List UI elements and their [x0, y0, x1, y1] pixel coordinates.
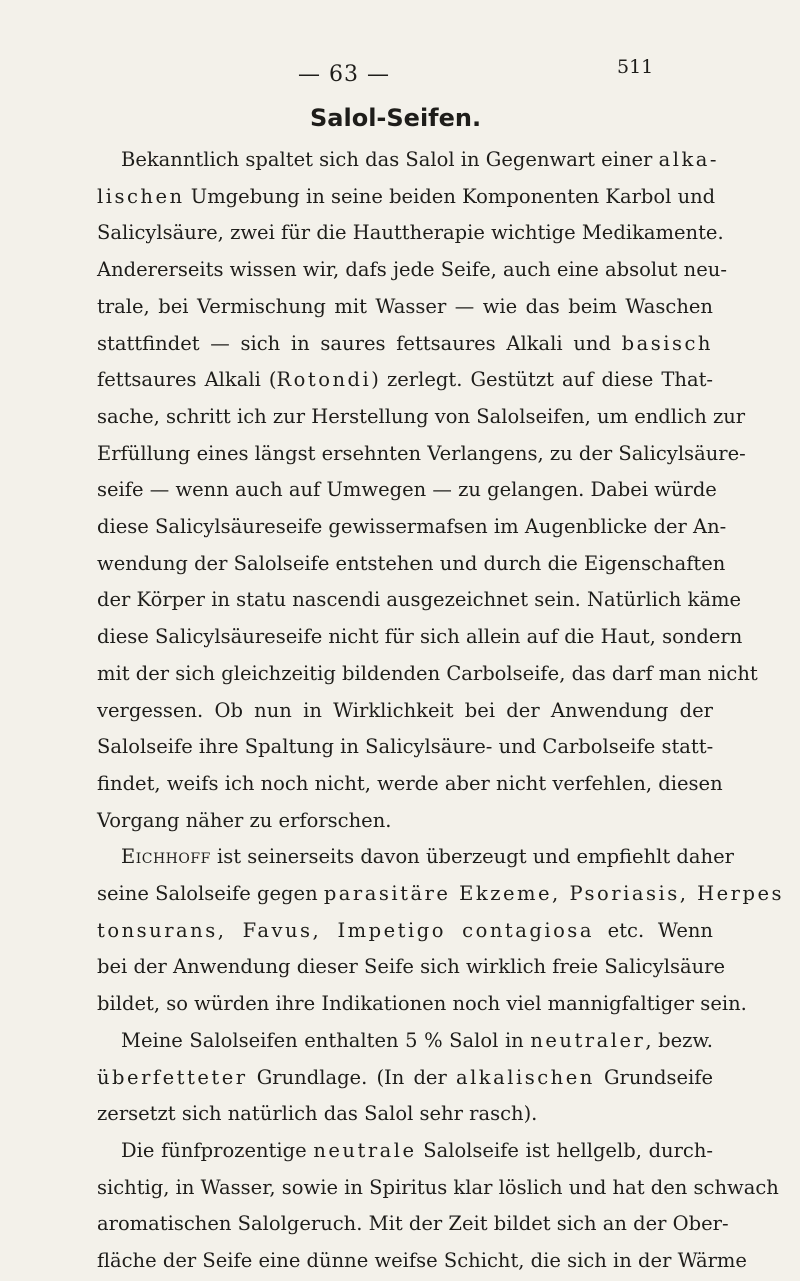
text-line: Meine Salolseifen enthalten 5 % Salol in neutraler, bezw. — [121, 1028, 713, 1052]
text-line: seine Salolseife gegen parasitäre Ekzeme, Psoriasis, Herpes — [97, 882, 785, 906]
body-text — [97, 142, 785, 1280]
text-line: diese Salicylsäureseife gewissermafsen im Augenblicke der An- — [97, 515, 727, 539]
text-line: trale, bei Vermischung mit Wasser — wie das beim Waschen — [97, 294, 713, 318]
text-line: bildet, so würden ihre Indikationen noch viel mannigfaltiger sein. — [97, 992, 747, 1016]
text-line: sache, schritt ich zur Herstellung von Salolseifen, um endlich zur — [97, 404, 746, 428]
text-line: findet, weifs ich noch nicht, werde aber nicht verfehlen, diesen — [97, 771, 723, 795]
text-line: überfetteter Grundlage. (In der alkalischen Grundseife — [97, 1065, 713, 1089]
text-line: Salicylsäure, zwei für die Hauttherapie wichtige Medikamente. — [97, 221, 724, 245]
text-line: stattfindet — sich in saures fettsaures Alkali und basisch — [97, 331, 713, 355]
text-line: zersetzt sich natürlich das Salol sehr rasch). — [97, 1102, 538, 1126]
section-title: Salol-Seifen. — [310, 104, 482, 132]
text-line: diese Salicylsäureseife nicht für sich allein auf die Haut, sondern — [97, 625, 743, 649]
text-line: Erfüllung eines längst ersehnten Verlangens, zu der Salicylsäure- — [97, 441, 746, 465]
text-line: fettsaures Alkali (Rotondi) zerlegt. Gestützt auf diese That- — [97, 368, 713, 392]
text-line: vergessen. Ob nun in Wirklichkeit bei der Anwendung der — [97, 698, 713, 722]
text-line: fläche der Seife eine dünne weifse Schicht, die sich in der Wärme — [97, 1249, 747, 1273]
text-line: Die fünfprozentige neutrale Salolseife ist hellgelb, durch- — [121, 1138, 713, 1162]
text-line: Salolseife ihre Spaltung in Salicylsäure- und Carbolseife statt- — [97, 735, 714, 759]
text-line: tonsurans, Favus, Impetigo contagiosa etc. Wenn — [97, 918, 713, 942]
text-line: lischen Umgebung in seine beiden Komponenten Karbol und — [97, 184, 716, 208]
text-line: bei der Anwendung dieser Seife sich wirklich freie Salicylsäure — [97, 955, 726, 979]
text-line: aromatischen Salolgeruch. Mit der Zeit bildet sich an der Ober- — [97, 1212, 729, 1236]
text-line: Eichhoff ist seinerseits davon überzeugt und empfiehlt daher — [121, 845, 734, 869]
text-line: Andererseits wissen wir, dafs jede Seife, auch eine absolut neu- — [97, 258, 727, 282]
text-line: seife — wenn auch auf Umwegen — zu gelangen. Dabei würde — [97, 478, 717, 502]
text-line: der Körper in statu nascendi ausgezeichnet sein. Natürlich käme — [97, 588, 742, 612]
text-line: Vorgang näher zu erforschen. — [97, 808, 392, 832]
text-line: Bekanntlich spaltet sich das Salol in Gegenwart einer alka- — [121, 148, 719, 171]
text-line: sichtig, in Wasser, sowie in Spiritus klar löslich und hat den schwach — [97, 1175, 779, 1199]
stamp-page-number: 511 — [617, 56, 654, 78]
page-number: — 63 — — [298, 62, 390, 87]
text-line: wendung der Salolseife entstehen und durch die Eigenschaften — [97, 551, 726, 575]
text-line: mit der sich gleichzeitig bildenden Carbolseife, das darf man nicht — [97, 661, 758, 685]
